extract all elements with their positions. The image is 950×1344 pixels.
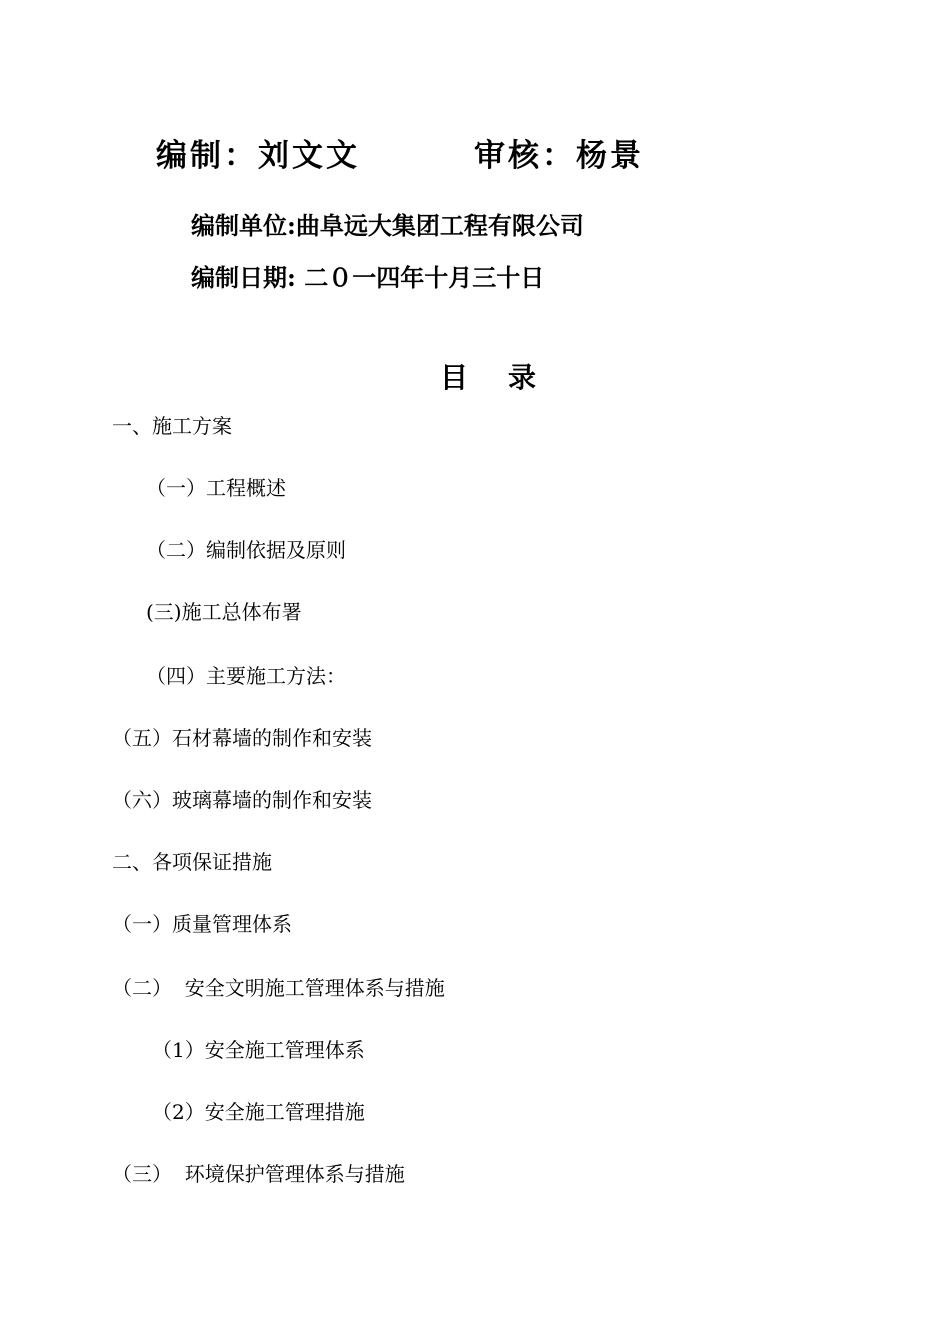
toc-item-2-2: （二） 安全文明施工管理体系与措施 xyxy=(112,976,445,1000)
compiling-unit: 编制单位:曲阜远大集团工程有限公司 xyxy=(191,211,584,240)
toc-item-1-1: （一）工程概述 xyxy=(146,476,286,500)
toc-item-1-4: （四）主要施工方法： xyxy=(146,664,346,688)
toc-item-2-2-1: （1）安全施工管理体系 xyxy=(152,1038,365,1062)
compiling-date: 编制日期: 二０一四年十月三十日 xyxy=(191,263,545,292)
toc-item-1-2: （二）编制依据及原则 xyxy=(146,538,346,562)
toc-title-left: 目 xyxy=(440,361,469,394)
editor-line: 编制：刘文文 xyxy=(156,138,360,174)
toc-item-1-6: （六）玻璃幕墙的制作和安装 xyxy=(112,788,372,812)
toc-item-section-2: 二、各项保证措施 xyxy=(112,850,272,874)
toc-item-section-1: 一、施工方案 xyxy=(112,414,232,438)
toc-title-right: 录 xyxy=(508,361,537,394)
toc-item-2-3: （三） 环境保护管理体系与措施 xyxy=(112,1162,405,1186)
toc-item-1-5: （五）石材幕墙的制作和安装 xyxy=(112,726,372,750)
reviewer-line: 审核：杨景 xyxy=(474,138,644,174)
toc-item-1-3: (三)施工总体布署 xyxy=(146,600,302,624)
toc-item-2-1: （一）质量管理体系 xyxy=(112,912,292,936)
toc-item-2-2-2: （2）安全施工管理措施 xyxy=(152,1100,365,1124)
